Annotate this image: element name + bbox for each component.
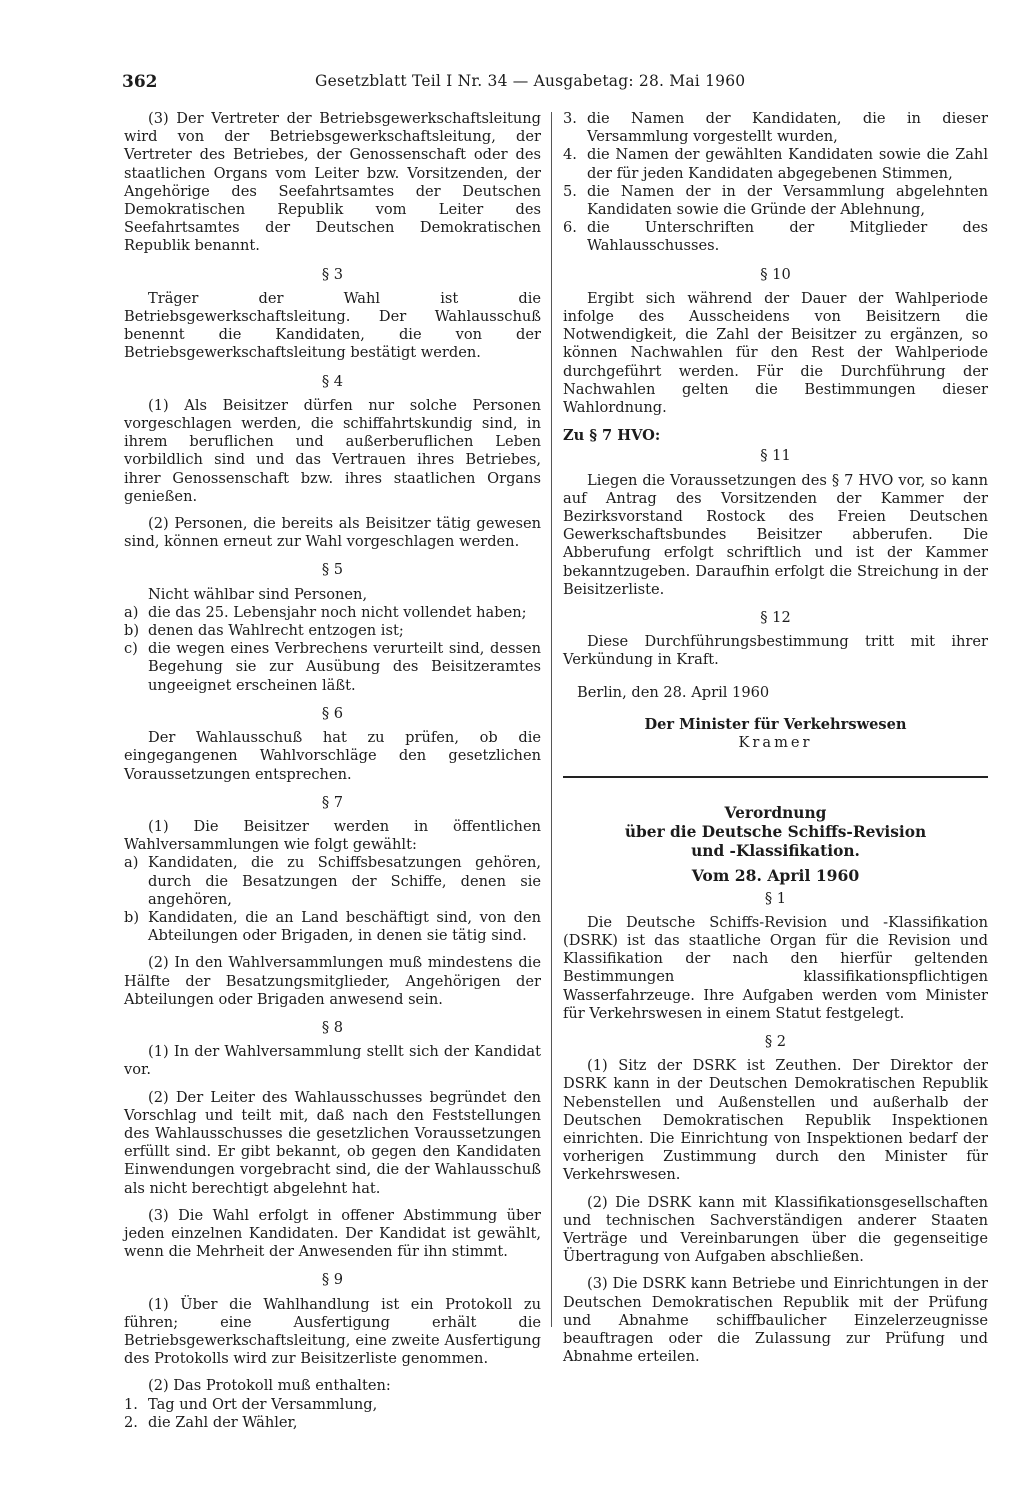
section-heading-6: § 6 [321,704,344,722]
list-item-text: die Namen der Kandidaten, die in dieser Versammlung vorgestellt wurden, [587,110,988,146]
paragraph-3: (3) Der Vertreter der Betriebsgewerkschaftsleitung wird von der Betriebsgewerkschaftsleitung, der Vertreter des Betriebes, der Genossenschaft oder des staatlichen Organs vom Leiter bzw. Vorsitzenden, der Angehörige des Seefahrtsamtes der Deutschen Demokratischen Republik vom Leiter des Seefahrtsamtes der Deutschen Demokratischen Republik benannt. [124,110,541,255]
list-item-label: a) [124,603,139,621]
ordinance-title-line-3: und -Klassifikation. [691,842,860,861]
section-5-intro: Nicht wählbar sind Personen, [148,585,368,603]
list-item-text: Kandidaten, die an Land beschäftigt sind, von den Abteilungen oder Brigaden, in denen sie tätig sind. [148,908,541,945]
ordinance-section-2-para-2: (2) Die DSRK kann mit Klassifikationsgesellschaften und technischen Sachverständigen anderer Staaten Verträge und Vereinbarungen über die gegenseitige Übertragung von Aufgaben abschließen. [563,1193,988,1266]
list-item-text: denen das Wahlrecht entzogen ist; [148,622,404,640]
list-item [563,219,988,255]
list-item-text: die das 25. Lebensjahr noch nicht vollendet haben; [148,603,527,621]
section-7-para-1: (1) Die Beisitzer werden in öffentlichen Wahlversammlungen wie folgt gewählt: [124,817,541,854]
list-item [124,854,541,909]
section-heading-5: § 5 [321,561,344,579]
section-3-text: Träger der Wahl ist die Betriebsgewerkschaftsleitung. Der Wahlausschuß benennt die Kandidaten, die von der Betriebsgewerkschaftsleitung bestätigt werden. [124,289,541,362]
list-item [124,909,541,945]
list-item-text: die Namen der in der Versammlung abgelehnten Kandidaten sowie die Gründe der Ablehnung, [587,182,988,219]
ordinance-section-heading-1: § 1 [764,889,787,907]
ordinance-date: Vom 28. April 1960 [691,866,860,886]
section-heading-9: § 9 [321,1271,344,1289]
section-heading-3: § 3 [321,265,344,283]
right-column [563,110,988,1366]
running-title: Gesetzblatt Teil I Nr. 34 — Ausgabetag: 28. Mai 1960 [315,72,746,90]
list-item [563,146,988,182]
list-item-label: c) [124,640,138,658]
list-item-text: die Namen der gewählten Kandidaten sowie die Zahl der für jeden Kandidaten abgegebenen Stimmen, [587,146,988,182]
list-item-label: 1. [124,1395,138,1413]
ordinance-title-line-1: Verordnung [724,804,827,823]
section-8-para-2: (2) Der Leiter des Wahlausschusses begründet den Vorschlag und teilt mit, daß nach den Feststellungen des Wahlausschusses die gesetzlichen Voraussetzungen erfüllt sind. Er gibt bekannt, ob gegen den Kandidaten Einwendungen vorgebracht sind, die der Wahlausschuß als nicht berechtigt abgelehnt hat. [124,1088,541,1197]
list-item-text: Kandidaten, die zu Schiffsbesatzungen gehören, durch die Besatzungen der Schiffe, denen sie angehören, [148,854,541,908]
list-item [124,1396,541,1414]
list-item-text: die Unterschriften der Mitglieder des Wahlausschusses. [587,219,988,255]
section-4-para-1: (1) Als Beisitzer dürfen nur solche Personen vorgeschlagen werden, die schiffahrtskundig sind, in ihrem beruflichen und außerberuflichen Leben vorbildlich sind und das Vertrauen ihres Betriebes, ihrer Genossenschaft bzw. ihres staatlichen Organs genießen. [124,396,541,505]
list-item [563,183,988,219]
section-heading-7: § 7 [321,793,344,811]
section-heading-4: § 4 [321,372,344,390]
list-item-label: 3. [563,110,577,127]
list-item-label: a) [124,854,139,872]
list-item-label: b) [124,622,140,640]
section-heading-8: § 8 [321,1018,344,1036]
section-9-para-2: (2) Das Protokoll muß enthalten: [148,1377,391,1395]
list-item-text: die Zahl der Wähler, [148,1413,298,1431]
section-heading-10: § 10 [760,265,791,283]
section-heading-11: § 11 [760,447,791,465]
place-date: Berlin, den 28. April 1960 [577,683,770,701]
list-item [563,110,988,146]
list-item [124,622,541,640]
section-10-text: Ergibt sich während der Dauer der Wahlperiode infolge des Ausscheidens von Beisitzern die Notwendigkeit, die Zahl der Beisitzer zu ergänzen, so können Nachwahlen für den Rest der Wahlperiode durchgeführt werden. Für die Durchführung der Nachwahlen gelten die Bestimmungen dieser Wahlordnung. [563,289,988,417]
section-12-text: Diese Durchführungsbestimmung tritt mit ihrer Verkündung in Kraft. [563,633,988,669]
section-8-para-3: (3) Die Wahl erfolgt in offener Abstimmung über jeden einzelnen Kandidaten. Der Kandidat ist gewählt, wenn die Mehrheit der Anwesenden für ihn stimmt. [124,1206,541,1261]
section-4-para-2: (2) Personen, die bereits als Beisitzer tätig gewesen sind, können erneut zur Wahl vorgeschlagen werden. [124,515,541,551]
section-rule [563,776,988,778]
list-item [124,1414,541,1432]
list-item-text: die wegen eines Verbrechens verurteilt sind, dessen Begehung sie zur Ausübung des Beisitzeramtes ungeeignet erscheinen läßt. [148,640,541,694]
page-header [122,72,992,96]
list-item-label: b) [124,908,140,926]
section-7-para-2: (2) In den Wahlversammlungen muß mindestens die Hälfte der Besatzungsmitglieder, Angehörigen der Abteilungen oder Brigaden anwesend sein. [124,954,541,1008]
minister-title: Der Minister für Verkehrswesen [644,715,907,733]
minister-name: Kramer [738,734,813,752]
section-9-para-1: (1) Über die Wahlhandlung ist ein Protokoll zu führen; eine Ausfertigung erhält die Betriebsgewerkschaftsleitung, eine zweite Ausfertigung des Protokolls wird zur Beisitzerliste genommen. [124,1295,541,1368]
column-divider [551,112,552,1327]
page-number: 362 [122,72,158,92]
section-heading-12: § 12 [760,609,791,627]
left-column [124,110,541,1432]
list-item [124,640,541,695]
ordinance-section-2-para-3: (3) Die DSRK kann Betriebe und Einrichtungen in der Deutschen Demokratischen Republik mit der Prüfung und Abnahme schiffbaulicher Einzelerzeugnisse beauftragen oder die Zulassung zur Prüfung und Abnahme erteilen. [563,1275,988,1366]
list-item-label: 4. [563,146,577,164]
ordinance-title-line-2: über die Deutsche Schiffs-Revision [624,823,927,842]
list-item-label: 2. [124,1413,138,1431]
zu-heading: Zu § 7 HVO: [563,427,661,445]
list-item-label: 5. [563,182,577,200]
list-item-text: Tag und Ort der Versammlung, [148,1395,378,1413]
ordinance-section-heading-2: § 2 [764,1032,787,1050]
ordinance-section-1-text: Die Deutsche Schiffs-Revision und -Klassifikation (DSRK) ist das staatliche Organ für die Revision und Klassifikation der nach den hierfür geltenden Bestimmungen klassifikationspflichtigen Wasserfahrzeuge. Ihre Aufgaben werden vom Minister für Verkehrswesen in einem Statut festgelegt. [563,913,988,1022]
ordinance-section-2-para-1: (1) Sitz der DSRK ist Zeuthen. Der Direktor der DSRK kann in der Deutschen Demokratischen Republik Nebenstellen und Außenstellen und außerhalb der Deutschen Demokratischen Republik Inspektionen einrichten. Die Einrichtung von Inspektionen bedarf der vorherigen Zustimmung durch den Minister für Verkehrswesen. [563,1057,988,1184]
section-11-text: Liegen die Voraussetzungen des § 7 HVO vor, so kann auf Antrag des Vorsitzenden der Kammer der Bezirksvorstand Rostock des Freien Deutschen Gewerkschaftsbundes Beisitzer abberufen. Die Abberufung erfolgt schriftlich und ist der Kammer bekanntzugeben. Daraufhin erfolgt die Streichung in der Beisitzerliste. [563,471,988,598]
list-item-label: 6. [563,219,577,237]
section-8-para-1: (1) In der Wahlversammlung stellt sich der Kandidat vor. [124,1043,541,1079]
section-6-text: Der Wahlausschuß hat zu prüfen, ob die eingegangenen Wahlvorschläge den gesetzlichen Voraussetzungen entsprechen. [124,729,541,783]
list-item [124,604,541,622]
